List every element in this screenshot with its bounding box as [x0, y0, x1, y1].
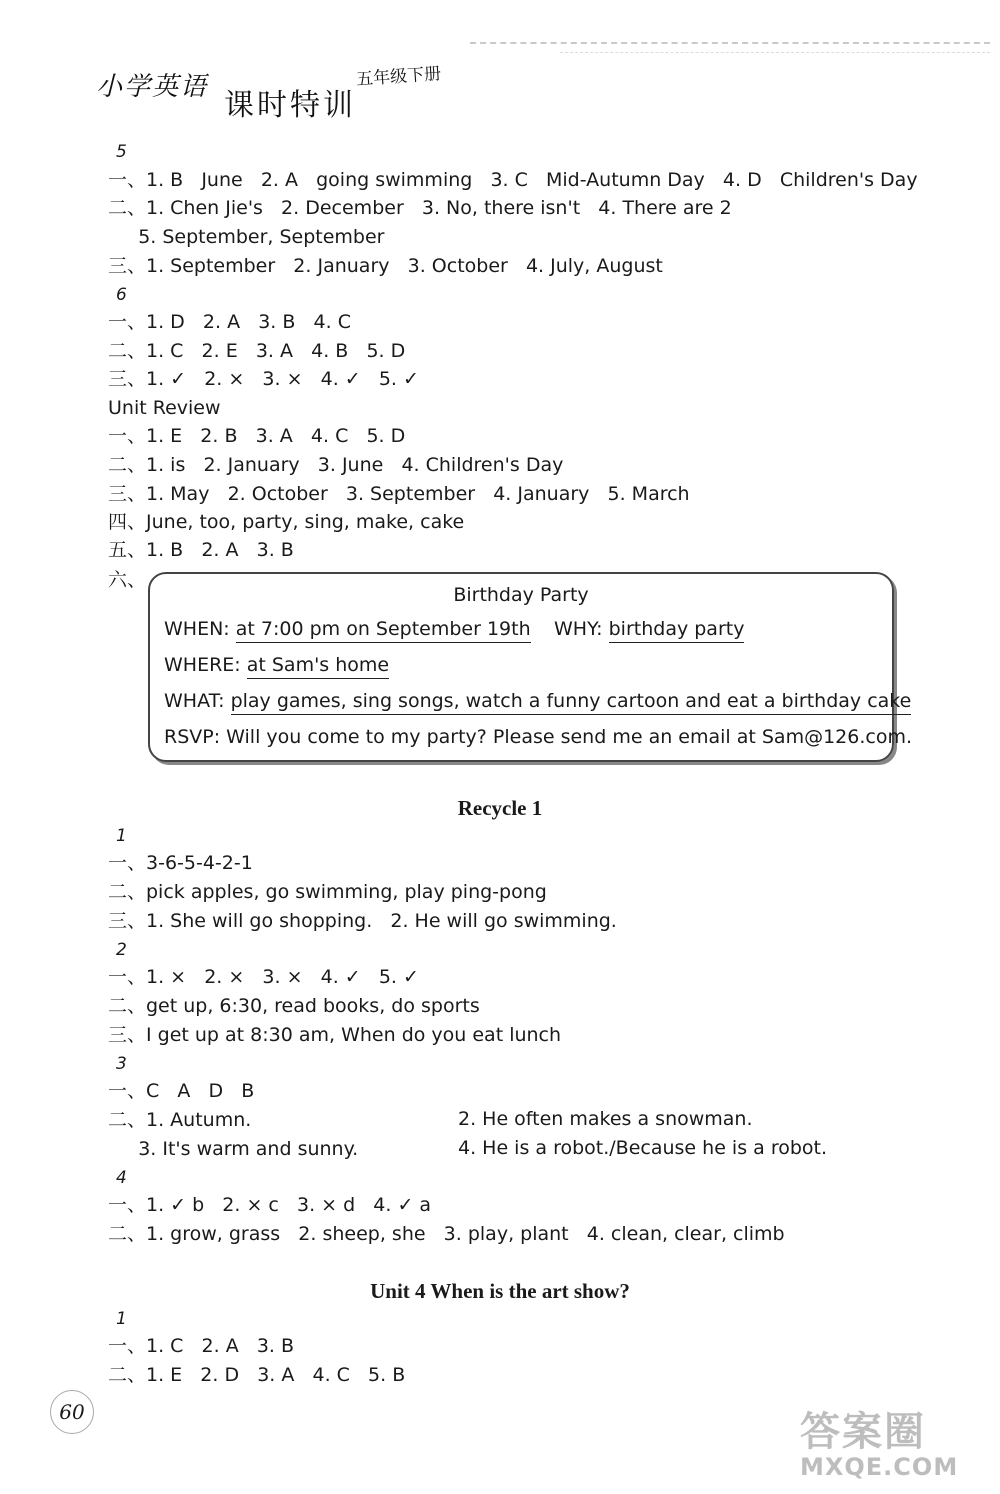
page-header: [0, 0, 1000, 140]
where-value: at Sam's home: [247, 654, 389, 679]
decorative-dashed-line: [470, 42, 990, 44]
what-label: WHAT:: [164, 690, 225, 712]
watermark: [800, 1400, 958, 1481]
series-title: 小学英语: [96, 72, 209, 102]
watermark-text: 答案圈: [800, 1409, 926, 1455]
grade-label: 五年级下册: [355, 64, 442, 90]
what-value: play games, sing songs, watch a funny cartoon and eat a birthday cake: [231, 690, 912, 715]
answer-line: 二、1. grow, grass 2. sheep, she 3. play, plant 4. clean, clear, climb: [108, 1223, 785, 1245]
section-heading: Recycle 1: [457, 796, 543, 820]
answer-line: 5. September, September: [108, 226, 385, 248]
answer-line: 三、I get up at 8:30 am, When do you eat lunch: [108, 1024, 562, 1046]
card-title: Birthday Party: [453, 584, 589, 606]
answer-line: 一、1. E 2. B 3. A 4. C 5. D: [108, 425, 406, 447]
answer-line: 二、1. C 2. E 3. A 4. B 5. D: [108, 340, 406, 362]
answer-line: 一、1. D 2. A 3. B 4. C: [108, 311, 351, 333]
book-title: 课时特训: [224, 88, 356, 123]
answer-line: 一、C A D B: [108, 1080, 255, 1102]
answer-line: 三、1. May 2. October 3. September 4. January 5. March: [108, 483, 690, 505]
answer-line: 三、1. September 2. January 3. October 4. July, August: [108, 255, 663, 277]
answer-line: 一、1. ✓ b 2. × c 3. × d 4. ✓ a: [108, 1194, 432, 1216]
answer-line: 一、1. × 2. × 3. × 4. ✓ 5. ✓: [108, 966, 419, 988]
answer-line: 4. He is a robot./Because he is a robot.: [458, 1137, 828, 1159]
card-why-row: [554, 618, 744, 640]
section-number: 5: [116, 142, 127, 162]
page-number: 60: [50, 1390, 94, 1434]
why-label: WHY:: [554, 618, 603, 640]
watermark-url: MXQE.COM: [800, 1453, 959, 1481]
section-title: Unit Review: [108, 397, 221, 419]
why-value: birthday party: [609, 618, 745, 643]
section-number: 4: [116, 1168, 127, 1188]
answer-line: 二、1. E 2. D 3. A 4. C 5. B: [108, 1364, 406, 1386]
answer-line: 一、1. B June 2. A going swimming 3. C Mid-Autumn Day 4. D Children's Day: [108, 169, 918, 191]
answer-line: 二、pick apples, go swimming, play ping-pong: [108, 881, 547, 903]
section-number: 2: [116, 940, 127, 960]
card-what-row: [164, 690, 911, 712]
card-when-row: [164, 618, 531, 640]
answer-line: 3. It's warm and sunny.: [108, 1138, 359, 1160]
section-number: 1: [116, 1309, 127, 1329]
when-value: at 7:00 pm on September 19th: [236, 618, 531, 643]
card-rsvp-row: RSVP: Will you come to my party? Please send me an email at Sam@126.com.: [164, 726, 912, 748]
invitation-card: [148, 572, 912, 762]
answer-line: 三、1. ✓ 2. × 3. × 4. ✓ 5. ✓: [108, 368, 419, 390]
answer-line: 2. He often makes a snowman.: [458, 1108, 753, 1130]
answer-line: 五、1. B 2. A 3. B: [108, 539, 294, 561]
answer-line: 四、June, too, party, sing, make, cake: [108, 511, 465, 533]
answer-line: 二、1. is 2. January 3. June 4. Children's Day: [108, 454, 564, 476]
answer-line: 六、: [108, 569, 147, 591]
answer-line: 二、1. Chen Jie's 2. December 3. No, there isn't 4. There are 2: [108, 197, 732, 219]
when-label: WHEN:: [164, 618, 230, 640]
answer-line: 二、get up, 6:30, read books, do sports: [108, 995, 480, 1017]
answer-line: 二、1. Autumn.: [108, 1109, 252, 1131]
where-label: WHERE:: [164, 654, 241, 676]
section-number: 1: [116, 826, 127, 846]
answer-line: 一、3-6-5-4-2-1: [108, 852, 253, 874]
section-heading: Unit 4 When is the art show?: [370, 1279, 630, 1303]
answer-line: 三、1. She will go shopping. 2. He will go swimming.: [108, 910, 617, 932]
answer-line: 一、1. C 2. A 3. B: [108, 1335, 295, 1357]
section-number: 3: [116, 1054, 127, 1074]
section-number: 6: [116, 285, 127, 305]
card-where-row: [164, 654, 389, 676]
decorative-dashed-line: [560, 52, 990, 53]
